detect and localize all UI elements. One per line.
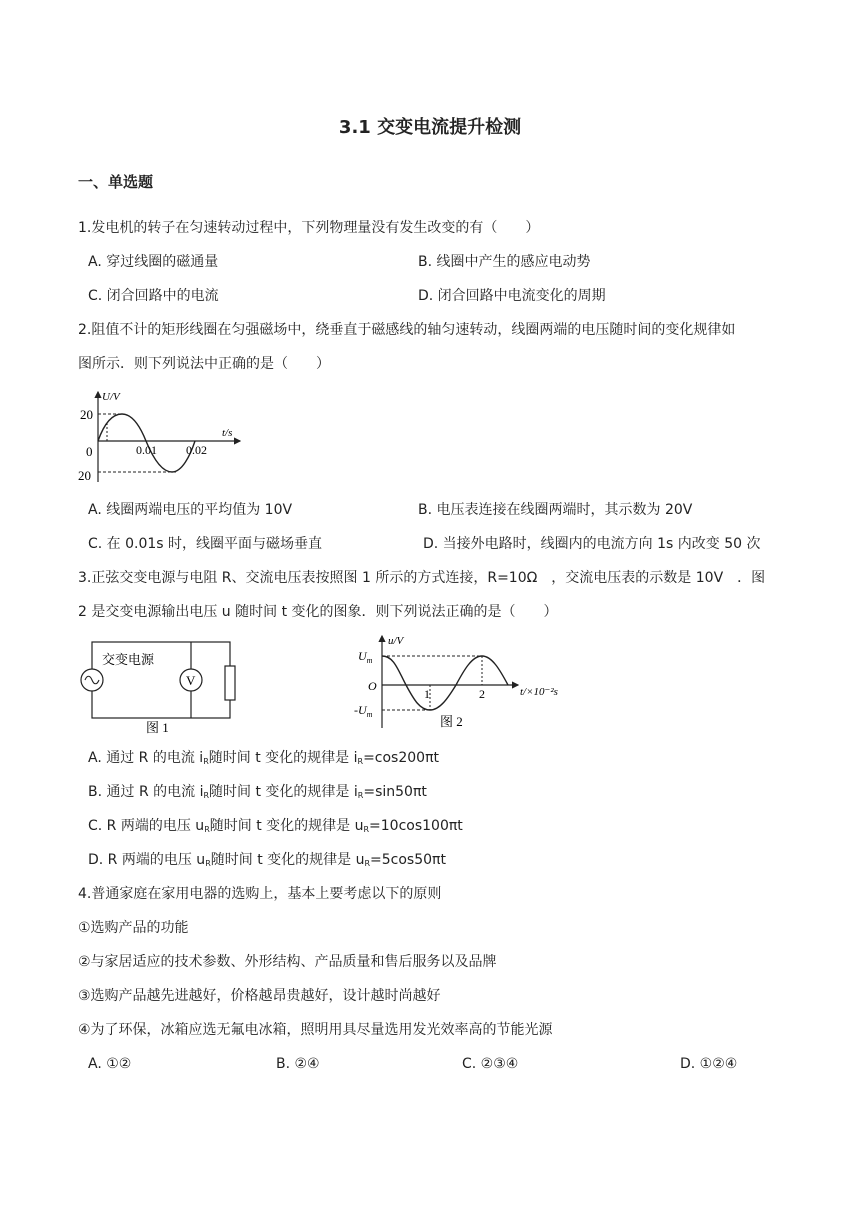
q3-neg-um: $-U_m$ [354,703,373,719]
q3-option-d: D. R 两端的电压 $u_R$随时间 t 变化的规律是 $u_R=5\cos 50\pi t$ [88,852,446,868]
q2-stem-line1: 2.阻值不计的矩形线圈在匀强磁场中，绕垂直于磁感线的轴匀速转动，线圈两端的电压随时间的变化规律如 [78,322,736,338]
q3-option-c: C. R 两端的电压 $u_R$随时间 t 变化的规律是 $u_R=10\cos 100\pi t$ [88,818,463,834]
q3-resistor [225,666,235,700]
q2-y-label: U/V [102,391,120,403]
q2-option-d: D. 当接外电路时，线圈内的电流方向 1s 内改变 50 次 [423,536,761,552]
q1-stem: 1.发电机的转子在匀速转动过程中，下列物理量没有发生改变的有（ ） [78,220,540,236]
q3-fig2-caption: 图 2 [440,714,463,729]
q1-option-a: A. 穿过线圈的磁通量 [88,254,219,270]
page-title: 3.1 交变电流提升检测 [338,117,522,138]
q3-option-b: B. 通过 R 的电流 $i_R$随时间 t 变化的规律是 $i_R=\sin 50\pi t$ [88,784,427,800]
q2-y-top: 20 [80,407,93,422]
q3-voltmeter-label: V [186,673,196,688]
q3-x-label: t/×10⁻²s [520,686,558,698]
q3-origin: O [368,679,377,693]
q3-cosine-curve [382,656,508,710]
q2-y-bottom: 20 [78,468,91,483]
q1-option-c: C. 闭合回路中的电流 [88,288,219,304]
q2-stem-line2: 图所示．则下列说法中正确的是（ ） [78,356,330,372]
q4-item-4: ④为了环保，冰箱应选无氟电冰箱，照明用具尽量选用发光效率高的节能光源 [78,1022,553,1038]
q4-item-2: ②与家居适应的技术参数、外形结构、产品质量和售后服务以及品牌 [78,954,497,970]
q3-circuit-diagram [76,636,248,736]
q2-option-a: A. 线圈两端电压的平均值为 10V [88,502,293,518]
q2-x-label: t/s [222,427,233,439]
q2-tick-001: 0.01 [136,443,157,457]
q4-option-c: C. ②③④ [462,1056,519,1072]
q3-tick-2: 2 [479,687,485,701]
q3-um: $U_m$ [358,649,373,665]
q3-source-label: 交变电源 [102,652,155,667]
q4-item-3: ③选购产品越先进越好，价格越昂贵越好，设计越时尚越好 [78,988,441,1004]
q3-fig1-caption: 图 1 [146,720,169,735]
q4-option-b: B. ②④ [276,1056,320,1072]
q1-option-b: B. 线圈中产生的感应电动势 [418,254,591,270]
q3-y-label: u/V [388,635,404,647]
q4-option-a: A. ①② [88,1056,132,1072]
q2-voltage-graph [74,386,254,488]
q2-origin: 0 [86,444,93,459]
q3-option-a: A. 通过 R 的电流 $i_R$随时间 t 变化的规律是 $i_R=\cos 200\pi t$ [88,750,439,766]
q4-item-1: ①选购产品的功能 [78,920,189,936]
q3-tick-1: 1 [424,687,430,701]
q3-stem-line1: 3.正弦交变电源与电阻 R、交流电压表按照图 1 所示的方式连接，R=10Ω ，交流电压表的示数是 10V ．图 [78,570,766,586]
q2-tick-002: 0.02 [186,443,207,457]
q2-option-b: B. 电压表连接在线圈两端时，其示数为 20V [418,502,693,518]
q1-option-d: D. 闭合回路中电流变化的周期 [418,288,606,304]
q3-stem-line2: 2 是交变电源输出电压 u 随时间 t 变化的图象．则下列说法正确的是（ ） [78,604,558,620]
q3-voltage-graph [352,632,574,734]
q4-stem: 4.普通家庭在家用电器的选购上，基本上要考虑以下的原则 [78,886,442,902]
q4-option-d: D. ①②④ [680,1056,738,1072]
q2-option-c: C. 在 0.01s 时，线圈平面与磁场垂直 [88,536,323,552]
section-heading: 一、单选题 [78,173,154,191]
